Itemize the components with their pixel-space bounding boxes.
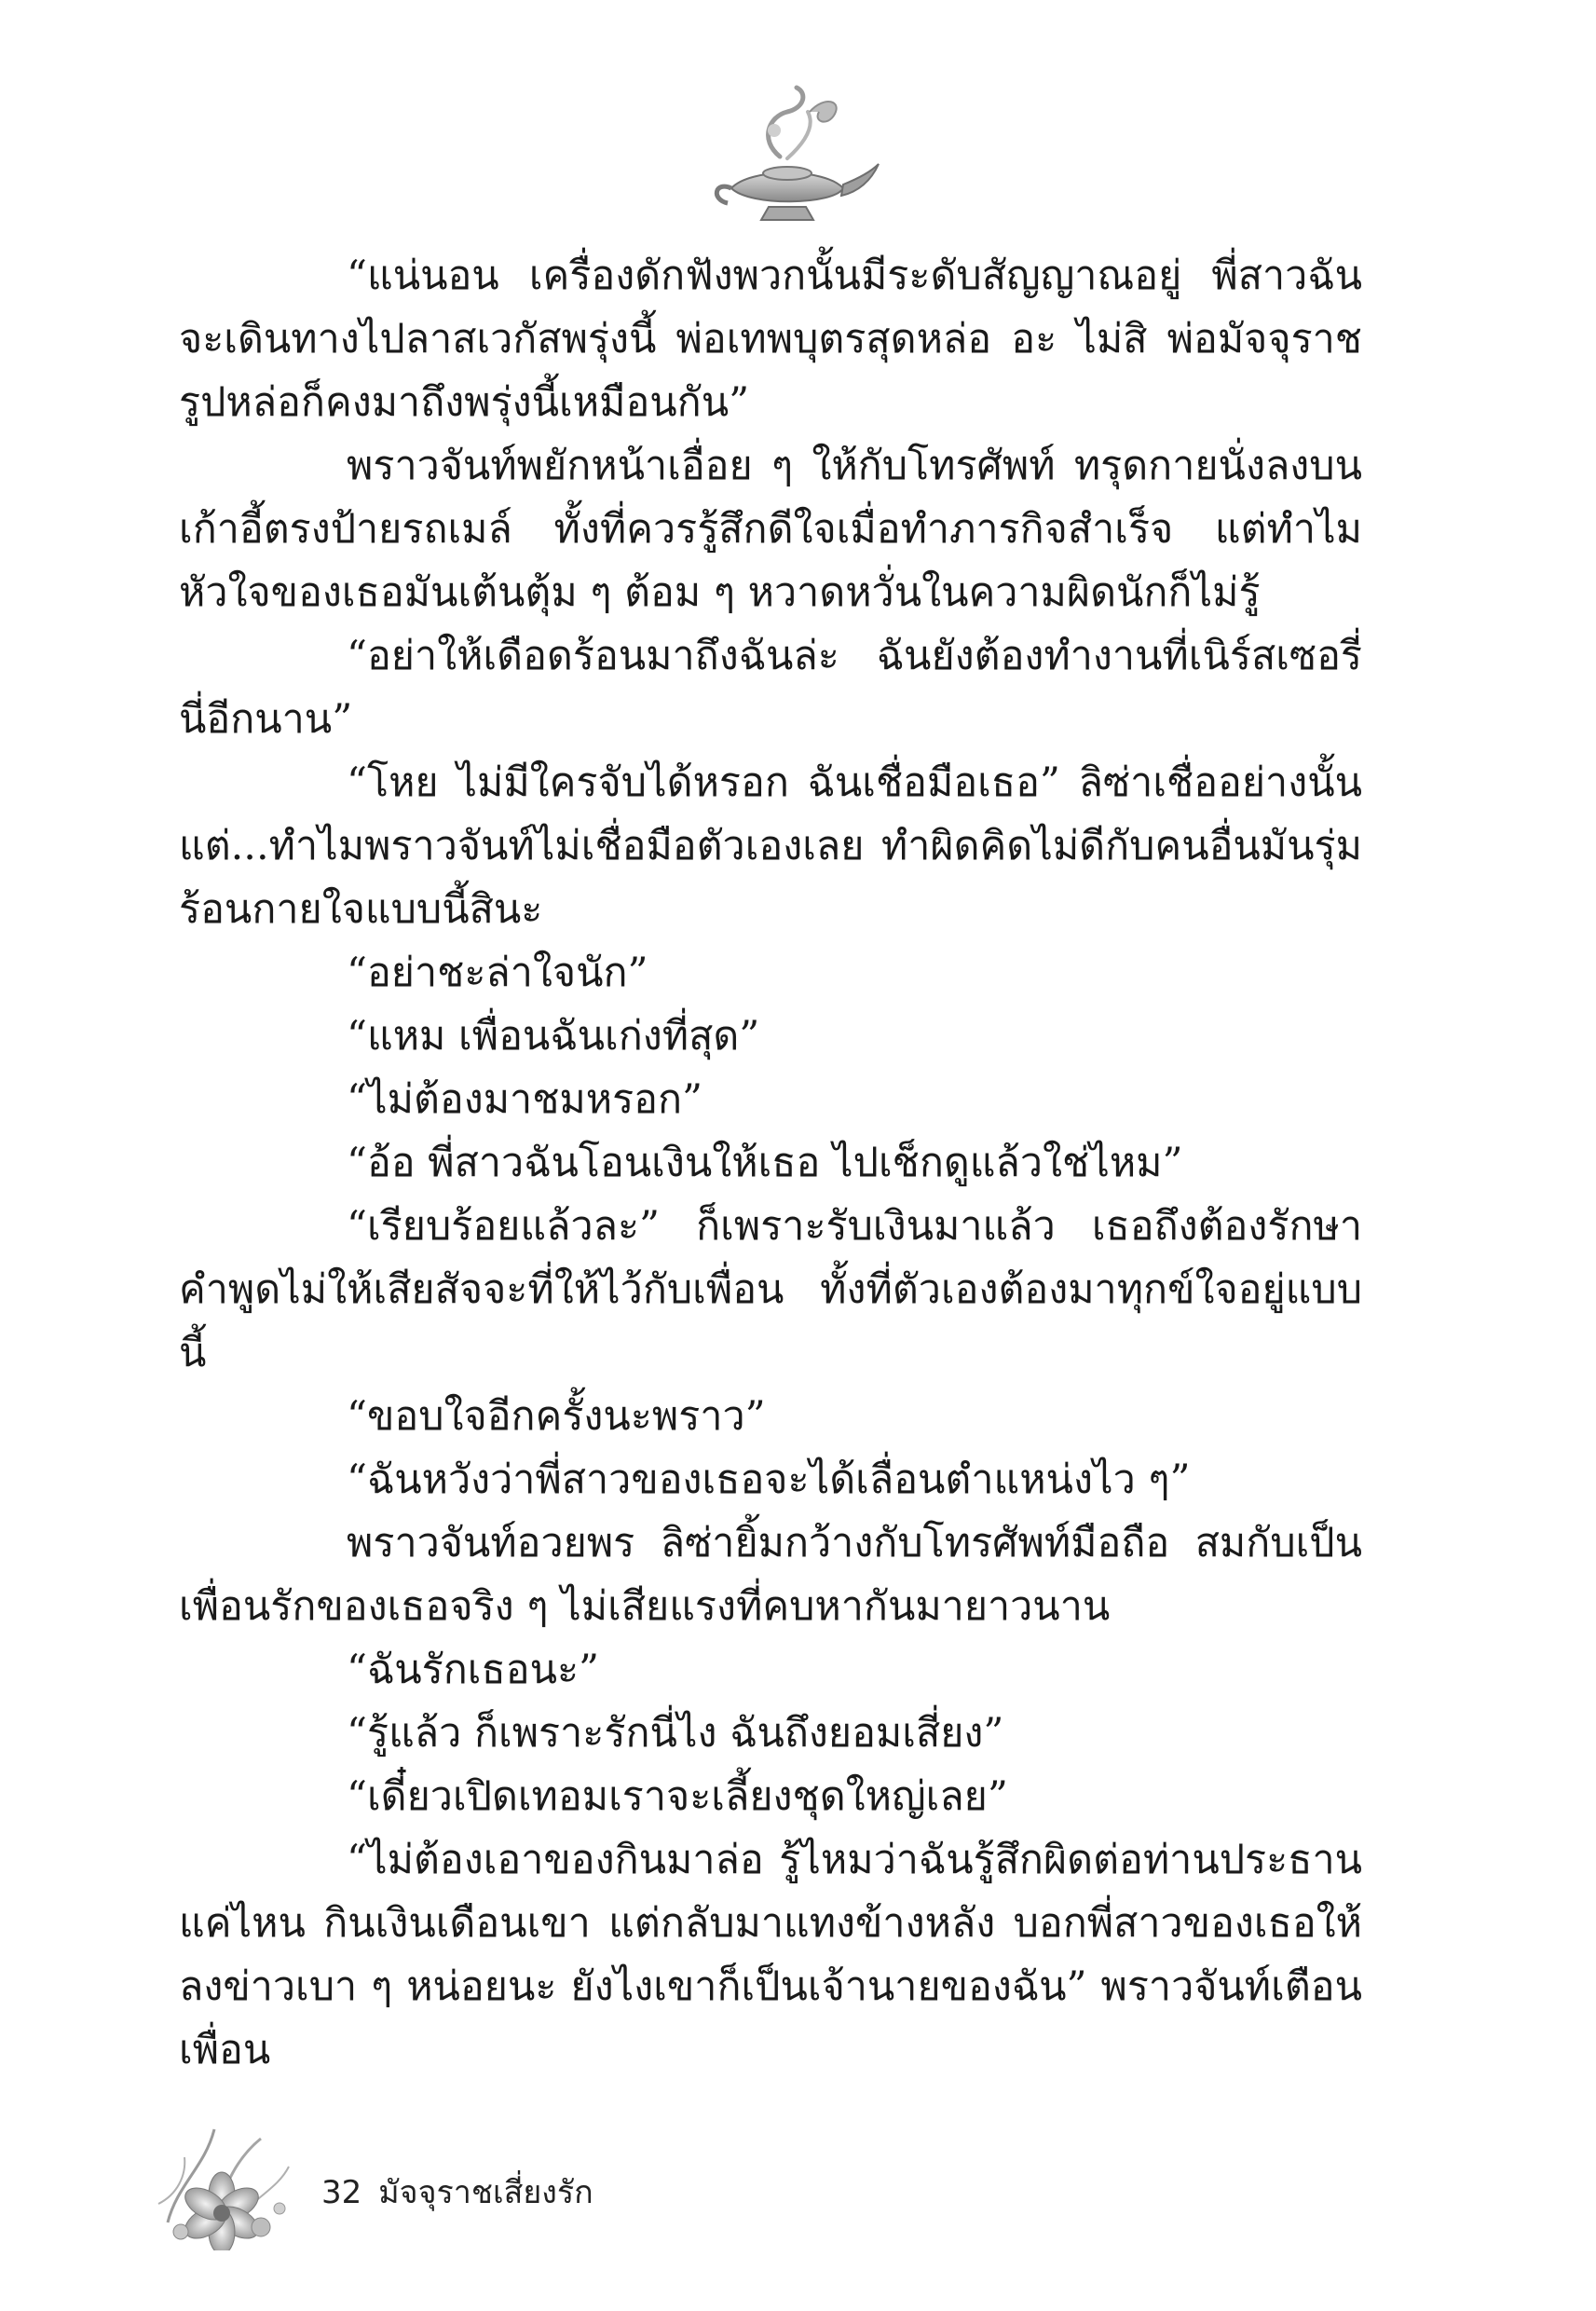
body-text	[179, 244, 1362, 2082]
paragraph: พราวจันท์พยักหน้าเอื่อย ๆ ให้กับโทรศัพท์ ทรุดกายนั่งลงบนเก้าอี้ตรงป้ายรถเมล์ ทั้งที่ควรรู้สึกดีใจเมื่อทำภารกิจสำเร็จ แต่ทำไมหัวใจของเธอมันเต้นตุ้ม ๆ ต้อม ๆ หวาดหวั่นในความผิดนักก็ไม่รู้	[179, 443, 1362, 616]
page-number: 32	[321, 2174, 362, 2211]
paragraph: “ไม่ต้องมาชมหรอก”	[347, 1076, 703, 1123]
paragraph: พราวจันท์อวยพร ลิซ่ายิ้มกว้างกับโทรศัพท์มือถือ สมกับเป็นเพื่อนรักของเธอจริง ๆ ไม่เสียแรงที่คบหากันมายาวนาน	[179, 1520, 1362, 1630]
page-footer	[149, 2111, 801, 2250]
paragraph: “อ้อ พี่สาวฉันโอนเงินให้เธอ ไปเช็กดูแล้วใช่ไหม”	[347, 1140, 1183, 1186]
paragraph: “อย่าชะล่าใจนัก”	[347, 950, 648, 996]
paragraph: “ฉันหวังว่าพี่สาวของเธอจะได้เลื่อนตำแหน่งไว ๆ”	[347, 1456, 1191, 1503]
paragraph: “ฉันรักเธอนะ”	[347, 1647, 600, 1693]
paragraph: “อย่าให้เดือดร้อนมาถึงฉันล่ะ ฉันยังต้องทำงานที่เนิร์สเซอรี่นี่อีกนาน”	[179, 633, 1362, 743]
paragraph: “เรียบร้อยแล้วละ” ก็เพราะรับเงินมาแล้ว เธอถึงต้องรักษาคำพูดไม่ให้เสียสัจจะที่ให้ไว้กับเพื่อน ทั้งที่ตัวเองต้องมาทุกข์ใจอยู่แบบนี้	[179, 1203, 1362, 1376]
paragraph: “เดี๋ยวเปิดเทอมเราจะเลี้ยงชุดใหญ่เลย”	[347, 1773, 1008, 1820]
flower-ornament-icon	[149, 2111, 298, 2250]
lamp-ornament-icon	[694, 84, 880, 233]
paragraph: “แหม เพื่อนฉันเก่งที่สุด”	[347, 1013, 760, 1060]
book-title: มัจจุราชเสี่ยงรัก	[378, 2174, 593, 2211]
paragraph: “โหย ไม่มีใครจับได้หรอก ฉันเชื่อมือเธอ” ลิซ่าเชื่ออย่างนั้นแต่...ทำไมพราวจันท์ไม่เชื่อมือตัวเองเลย ทำผิดคิดไม่ดีกับคนอื่นมันรุ่มร้อนกายใจแบบนี้สินะ	[179, 759, 1362, 933]
paragraph: “แน่นอน เครื่องดักฟังพวกนั้นมีระดับสัญญาณอยู่ พี่สาวฉันจะเดินทางไปลาสเวกัสพรุ่งนี้ พ่อเทพบุตรสุดหล่อ อะ ไม่สิ พ่อมัจจุราชรูปหล่อก็คงมาถึงพรุ่งนี้เหมือนกัน”	[179, 253, 1362, 426]
paragraph: “ขอบใจอีกครั้งนะพราว”	[347, 1393, 766, 1440]
footer-text	[321, 2174, 610, 2211]
paragraph: “ไม่ต้องเอาของกินมาล่อ รู้ไหมว่าฉันรู้สึกผิดต่อท่านประธานแค่ไหน กินเงินเดือนเขา แต่กลับมาแทงข้างหลัง บอกพี่สาวของเธอให้ลงข่าวเบา ๆ หน่อยนะ ยังไงเขาก็เป็นเจ้านายของฉัน” พราวจันท์เตือนเพื่อน	[179, 1837, 1362, 2073]
paragraph: “รู้แล้ว ก็เพราะรักนี่ไง ฉันถึงยอมเสี่ยง”	[347, 1710, 1004, 1757]
